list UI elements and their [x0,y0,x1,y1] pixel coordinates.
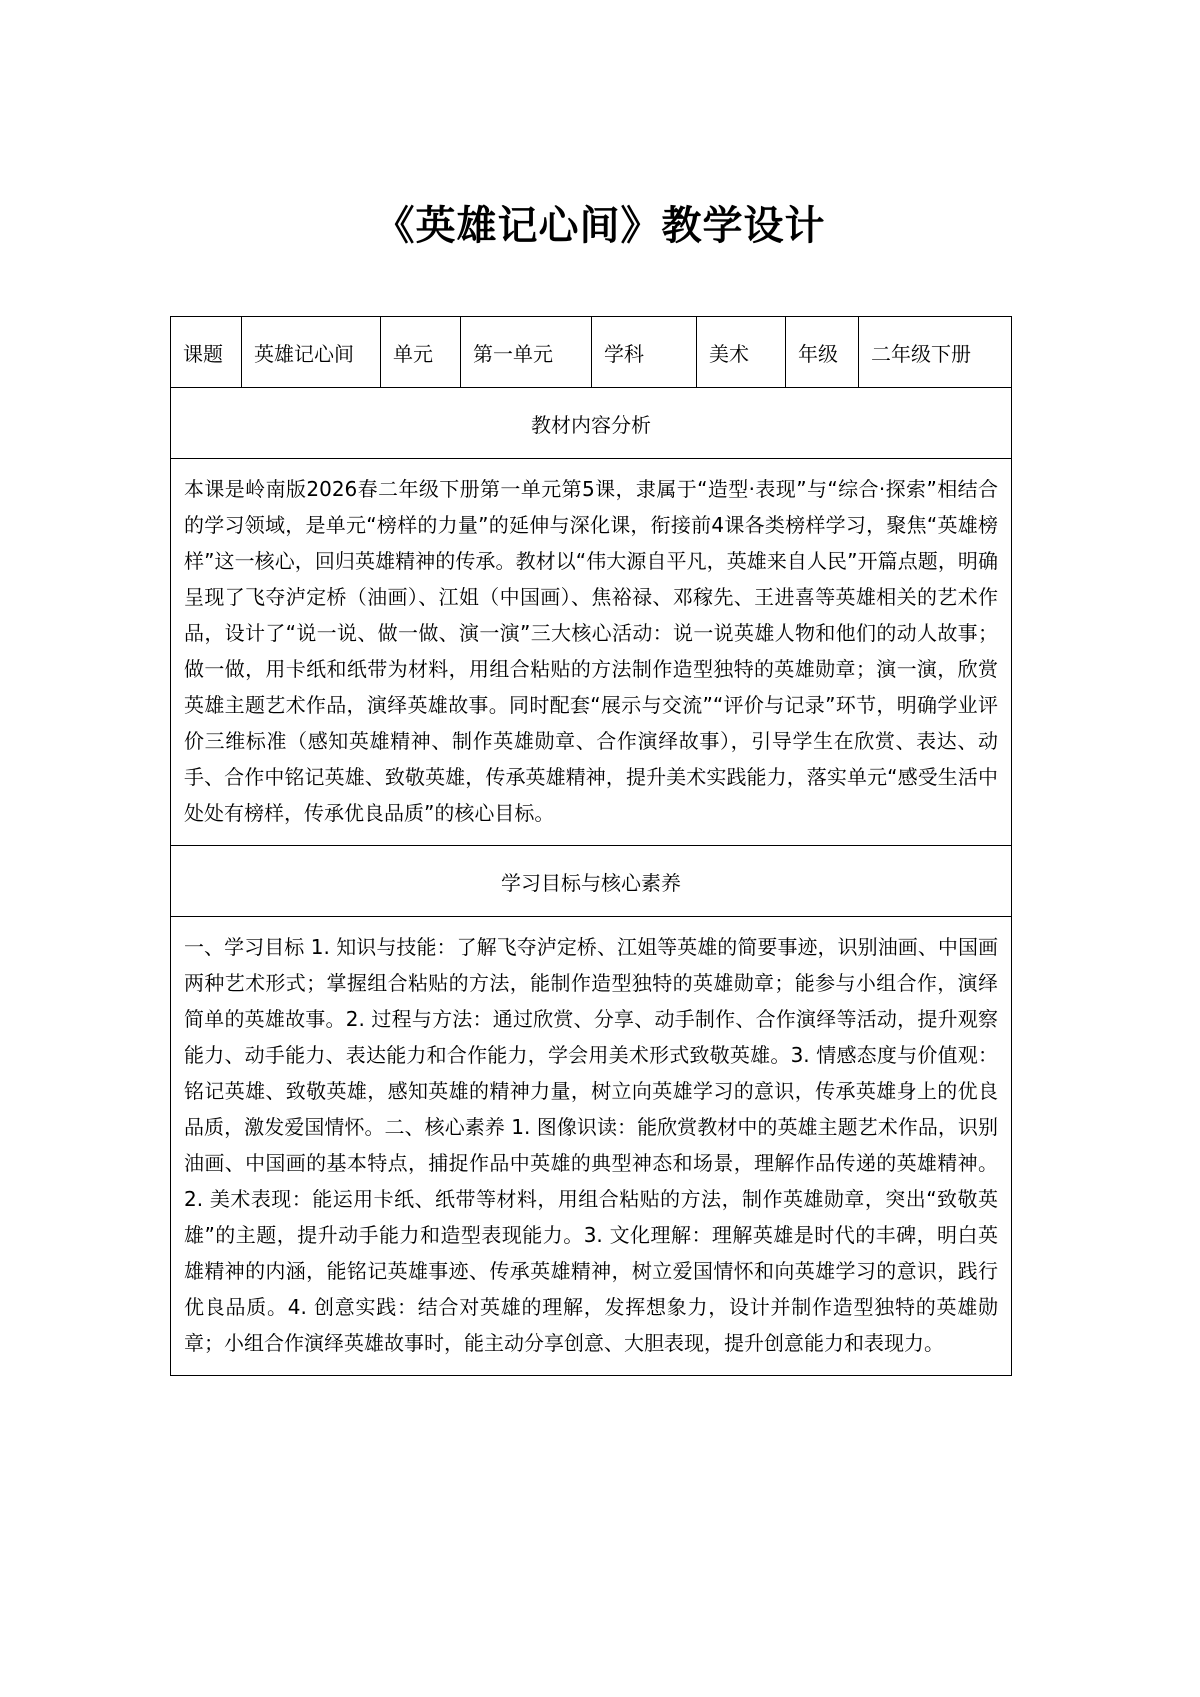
section-body-row [171,917,1012,1376]
section-heading-objectives: 学习目标与核心素养 [171,846,1012,917]
section-body-row [171,459,1012,846]
unit-value: 第一单元 [461,317,592,388]
lesson-plan-table [170,316,1012,1376]
unit-label: 单元 [381,317,461,388]
section-heading-row [171,388,1012,459]
grade-value: 二年级下册 [859,317,1012,388]
section-heading-textbook-analysis: 教材内容分析 [171,388,1012,459]
section-heading-row [171,846,1012,917]
section-body-objectives: 一、学习目标 1. 知识与技能：了解飞夺泸定桥、江姐等英雄的简要事迹，识别油画、中国画两种艺术形式；掌握组合粘贴的方法，能制作造型独特的英雄勋章；能参与小组合作，演绎简单的英雄故事。2. 过程与方法：通过欣赏、分享、动手制作、合作演绎等活动，提升观察能力、动手能力、表达能力和合作能力，学会用美术形式致敬英雄。3. 情感态度与价值观：铭记英雄、致敬英雄，感知英雄的精神力量，树立向英雄学习的意识，传承英雄身上的优良品质，激发爱国情怀。二、核心素养 1. 图像识读：能欣赏教材中的英雄主题艺术作品，识别油画、中国画的基本特点，捕捉作品中英雄的典型神态和场景，理解作品传递的英雄精神。2. 美术表现：能运用卡纸、纸带等材料，用组合粘贴的方法，制作英雄勋章，突出“致敬英雄”的主题，提升动手能力和造型表现能力。3. 文化理解：理解英雄是时代的丰碑，明白英雄精神的内涵，能铭记英雄事迹、传承英雄精神，树立爱国情怀和向英雄学习的意识，践行优良品质。4. 创意实践：结合对英雄的理解，发挥想象力，设计并制作造型独特的英雄勋章；小组合作演绎英雄故事时，能主动分享创意、大胆表现，提升创意能力和表现力。 [171,917,1012,1376]
subject-label: 学科 [592,317,697,388]
lesson-label: 课题 [171,317,242,388]
subject-value: 美术 [697,317,786,388]
info-row [171,317,1012,388]
page-title: 《英雄记心间》教学设计 [374,203,826,249]
section-body-textbook-analysis: 本课是岭南版2026春二年级下册第一单元第5课，隶属于“造型·表现”与“综合·探索”相结合的学习领域，是单元“榜样的力量”的延伸与深化课，衔接前4课各类榜样学习，聚焦“英雄榜样”这一核心，回归英雄精神的传承。教材以“伟大源自平凡，英雄来自人民”开篇点题，明确呈现了飞夺泸定桥（油画）、江姐（中国画）、焦裕禄、邓稼先、王进喜等英雄相关的艺术作品，设计了“说一说、做一做、演一演”三大核心活动：说一说英雄人物和他们的动人故事；做一做，用卡纸和纸带为材料，用组合粘贴的方法制作造型独特的英雄勋章；演一演，欣赏英雄主题艺术作品，演绎英雄故事。同时配套“展示与交流”“评价与记录”环节，明确学业评价三维标准（感知英雄精神、制作英雄勋章、合作演绎故事），引导学生在欣赏、表达、动手、合作中铭记英雄、致敬英雄，传承英雄精神，提升美术实践能力，落实单元“感受生活中处处有榜样，传承优良品质”的核心目标。 [171,459,1012,846]
grade-label: 年级 [786,317,859,388]
lesson-value: 英雄记心间 [242,317,381,388]
